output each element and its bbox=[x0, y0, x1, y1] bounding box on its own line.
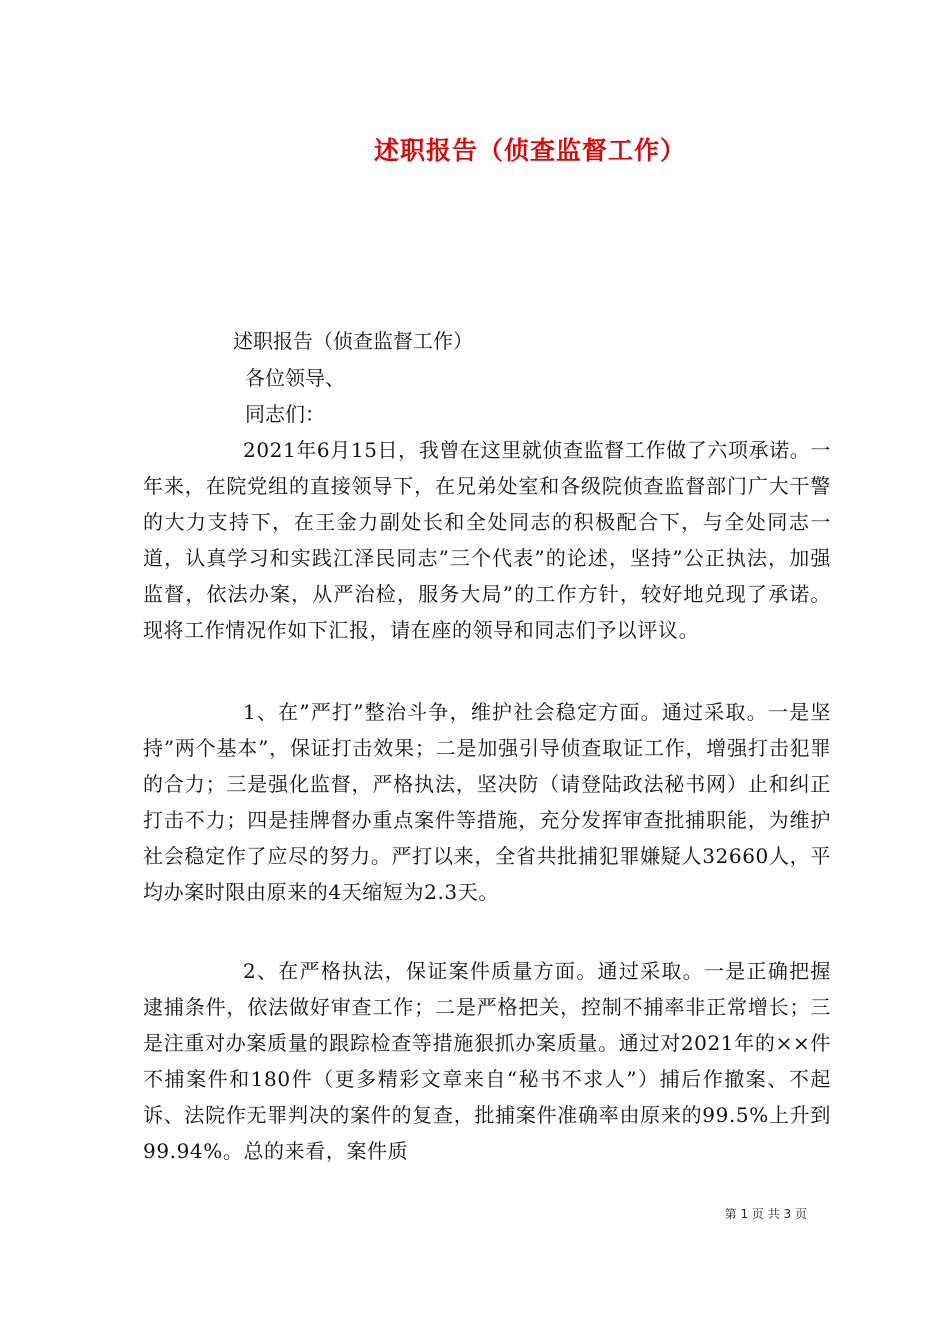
paragraph-intro: 2021年6月15日，我曾在这里就侦查监督工作做了六项承诺。一年来，在院党组的直接领导下，在兄弟处室和各级院侦查监督部门广大干警的大力支持下，在王金力副处长和全处同志的积极配合下，与全处同志一道，认真学习和实践江泽民同志”三个代表”的论述，坚持”公正执法，加强监督，依法办案，从严治检，服务大局”的工作方针，较好地兑现了承诺。现将工作情况作如下汇报，请在座的领导和同志们予以评议。 bbox=[143, 438, 831, 642]
page-number-footer: 第 1 页 共 3 页 bbox=[724, 1207, 807, 1221]
paragraph-strike-hard: 1、在”严打”整治斗争，维护社会稳定方面。通过采取。一是坚持”两个基本”，保证打击效果；二是加强引导侦查取证工作，增强打击犯罪的合力；三是强化监督，严格执法，坚决防（请登陆政法秘书网）止和纠正打击不力；四是挂牌督办重点案件等措施，充分发挥审查批捕职能，为维护社会稳定作了应尽的努力。严打以来，全省共批捕犯罪嫌疑人32660人，平均办案时限由原来的4天缩短为2.3天。 bbox=[143, 700, 831, 904]
body-subtitle: 述职报告（侦查监督工作） bbox=[233, 329, 473, 353]
paragraph-case-quality: 2、在严格执法，保证案件质量方面。通过采取。一是正确把握逮捕条件，依法做好审查工作；二是严格把关，控制不捕率非正常增长；三是注重对办案质量的跟踪检查等措施狠抓办案质量。通过对2021年的××件不捕案件和180件（更多精彩文章来自“秘书不求人”）捕后作撤案、不起诉、法院作无罪判决的案件的复查，批捕案件准确率由原来的99.5%上升到99.94%。总的来看，案件质 bbox=[143, 959, 831, 1163]
salutation-leaders: 各位领导、 bbox=[245, 366, 345, 390]
page-title: 述职报告（侦查监督工作） bbox=[373, 136, 686, 165]
salutation-comrades: 同志们： bbox=[245, 402, 325, 426]
